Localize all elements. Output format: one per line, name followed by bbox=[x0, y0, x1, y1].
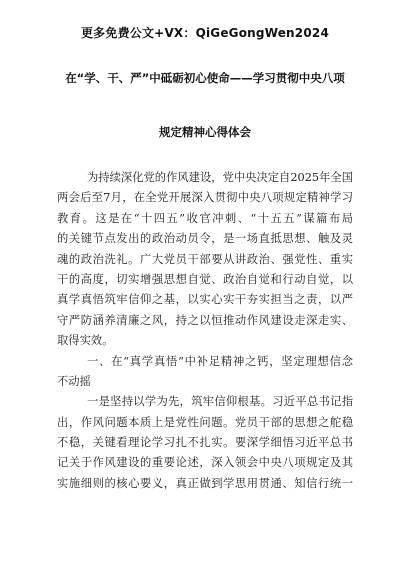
paragraph-line: 实施细则的核心要义，真正做到学思用贯通、知信行统一 bbox=[57, 476, 353, 490]
paragraph-line: 的关键节点发出的政治动员令，是一场直抵思想、触及灵 bbox=[57, 232, 353, 246]
paragraph-line: 守严防涵养清廉之风，持之以恒推动作风建设走深走实、 bbox=[57, 313, 353, 327]
paragraph-line: 魂的政治洗礼。广大党员干部要从讲政治、强党性、重实 bbox=[57, 252, 353, 266]
paragraph-line: 记关于作风建设的重要论述，深入领会中央八项规定及其 bbox=[57, 456, 353, 470]
paragraph-line: 教育。这是在“十四五”收官冲刺、“十五五”谋篇布局 bbox=[57, 211, 353, 225]
paragraph-line: 取得实效。 bbox=[57, 334, 114, 348]
section-heading-line: 一、在“真学真悟”中补足精神之钙，坚定理想信念 bbox=[87, 354, 353, 368]
document-body bbox=[57, 168, 353, 494]
document-title-line-2: 规定精神心得体会 bbox=[159, 125, 251, 139]
paragraph-line: 出，作风问题本质上是党性问题。党员干部的思想之舵稳 bbox=[57, 415, 353, 429]
paragraph-line: 为持续深化党的作风建设，党中央决定自2025年全国 bbox=[87, 171, 353, 184]
paragraph-line: 两会后至7月，在全党开展深入贯彻中央八项规定精神学习 bbox=[57, 191, 353, 205]
paragraph-line: 真学真悟筑牢信仰之基，以实心实干夯实担当之责，以严 bbox=[57, 293, 353, 307]
paragraph-line: 一是坚持以学为先，筑牢信仰根基。习近平总书记指 bbox=[87, 395, 353, 409]
paragraph-line: 干的高度，切实增强思想自觉、政治自觉和行动自觉，以 bbox=[57, 272, 353, 286]
document-title-line-1: 在“学、干、严”中砥砺初心使命——学习贯彻中央八项 bbox=[65, 71, 345, 85]
section-heading-line: 不动摇 bbox=[57, 374, 91, 388]
paragraph-line: 不稳，关键看理论学习扎不扎实。要深学细悟习近平总书 bbox=[57, 436, 353, 450]
promo-header: 更多免费公文+VX：QiGeGongWen2024 bbox=[80, 26, 329, 40]
